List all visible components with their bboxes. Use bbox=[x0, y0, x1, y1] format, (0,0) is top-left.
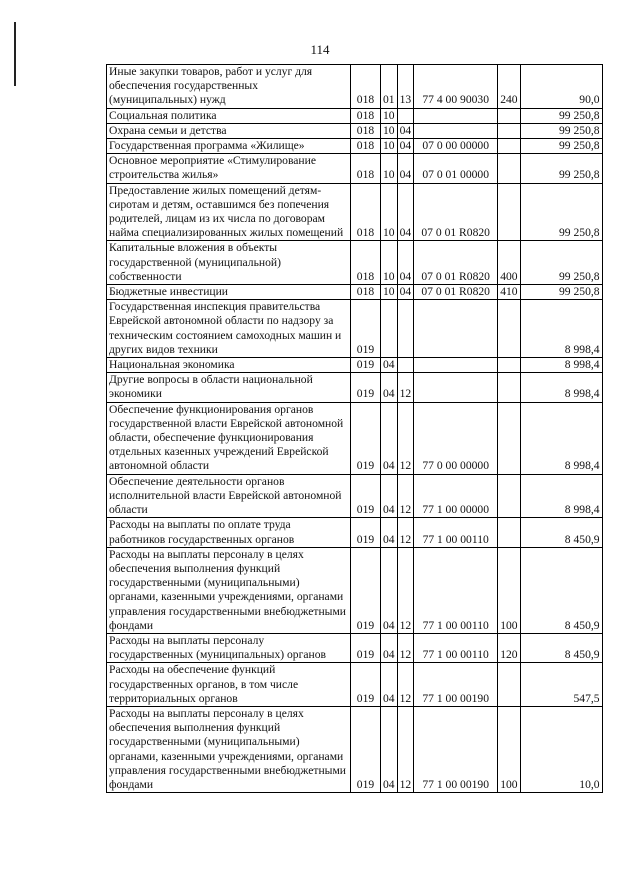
expense-type-code bbox=[498, 154, 520, 183]
table-row bbox=[107, 123, 603, 138]
program-code: 77 4 00 90030 bbox=[414, 65, 498, 109]
program-code: 77 1 00 00190 bbox=[414, 663, 498, 707]
subsection-code: 12 bbox=[397, 547, 414, 633]
ministry-code: 018 bbox=[351, 154, 381, 183]
expense-type-code bbox=[498, 663, 520, 707]
section-code: 04 bbox=[381, 633, 398, 662]
budget-table bbox=[106, 64, 603, 793]
section-code: 10 bbox=[381, 139, 398, 154]
ministry-code: 018 bbox=[351, 65, 381, 109]
program-code bbox=[414, 123, 498, 138]
table-row bbox=[107, 285, 603, 300]
row-amount: 90,0 bbox=[520, 65, 602, 109]
ministry-code: 018 bbox=[351, 108, 381, 123]
program-code: 77 1 00 00110 bbox=[414, 633, 498, 662]
row-name: Охрана семьи и детства bbox=[107, 123, 351, 138]
program-code bbox=[414, 108, 498, 123]
table-row bbox=[107, 183, 603, 241]
table-row bbox=[107, 358, 603, 373]
row-amount: 99 250,8 bbox=[520, 183, 602, 241]
expense-type-code: 400 bbox=[498, 241, 520, 285]
table-row bbox=[107, 518, 603, 547]
section-code: 04 bbox=[381, 373, 398, 402]
subsection-code bbox=[397, 300, 414, 358]
section-code: 04 bbox=[381, 474, 398, 518]
program-code bbox=[414, 300, 498, 358]
row-name: Государственная инспекция правительства Еврейской автономной области по надзору за техническим состоянием самоходных машин и других видов техники bbox=[107, 300, 351, 358]
table-row bbox=[107, 663, 603, 707]
section-code: 04 bbox=[381, 358, 398, 373]
row-name: Расходы на выплаты по оплате труда работников государственных органов bbox=[107, 518, 351, 547]
expense-type-code bbox=[498, 474, 520, 518]
section-code: 10 bbox=[381, 183, 398, 241]
ministry-code: 019 bbox=[351, 474, 381, 518]
row-name: Бюджетные инвестиции bbox=[107, 285, 351, 300]
row-amount: 547,5 bbox=[520, 663, 602, 707]
section-code: 04 bbox=[381, 547, 398, 633]
expense-type-code bbox=[498, 402, 520, 474]
page-number: 114 bbox=[310, 42, 330, 57]
subsection-code: 12 bbox=[397, 474, 414, 518]
row-amount: 8 998,4 bbox=[520, 300, 602, 358]
row-name: Расходы на обеспечение функций государственных органов, в том числе территориальных органов bbox=[107, 663, 351, 707]
section-code: 10 bbox=[381, 154, 398, 183]
section-code: 04 bbox=[381, 402, 398, 474]
section-code: 10 bbox=[381, 108, 398, 123]
expense-type-code bbox=[498, 300, 520, 358]
expense-type-code: 100 bbox=[498, 706, 520, 792]
row-name: Расходы на выплаты персоналу в целях обеспечения выполнения функций государственными (муниципальными) органами, казенными учреждениями, органами управления государственными внебюджетными фондами bbox=[107, 706, 351, 792]
ministry-code: 019 bbox=[351, 518, 381, 547]
expense-type-code bbox=[498, 139, 520, 154]
ministry-code: 019 bbox=[351, 663, 381, 707]
table-row bbox=[107, 108, 603, 123]
table-row bbox=[107, 65, 603, 109]
row-amount: 8 450,9 bbox=[520, 518, 602, 547]
section-code: 04 bbox=[381, 663, 398, 707]
table-row bbox=[107, 547, 603, 633]
program-code bbox=[414, 373, 498, 402]
program-code: 77 1 00 00000 bbox=[414, 474, 498, 518]
subsection-code: 12 bbox=[397, 633, 414, 662]
row-amount: 99 250,8 bbox=[520, 241, 602, 285]
program-code: 07 0 00 00000 bbox=[414, 139, 498, 154]
program-code: 77 1 00 00190 bbox=[414, 706, 498, 792]
row-name: Основное мероприятие «Стимулирование строительства жилья» bbox=[107, 154, 351, 183]
expense-type-code: 100 bbox=[498, 547, 520, 633]
ministry-code: 019 bbox=[351, 547, 381, 633]
ministry-code: 019 bbox=[351, 373, 381, 402]
row-name: Обеспечение функционирования органов государственной власти Еврейской автономной области, обеспечение функционирования отдельных казенных учреждений Еврейской автономной области bbox=[107, 402, 351, 474]
section-code: 04 bbox=[381, 706, 398, 792]
row-name: Предоставление жилых помещений детям-сиротам и детям, оставшимся без попечения родителей, лицам из их числа по договорам найма специализированных жилых помещений bbox=[107, 183, 351, 241]
program-code bbox=[414, 358, 498, 373]
row-amount: 99 250,8 bbox=[520, 108, 602, 123]
program-code: 07 0 01 R0820 bbox=[414, 285, 498, 300]
row-name: Капитальные вложения в объекты государственной (муниципальной) собственности bbox=[107, 241, 351, 285]
subsection-code: 13 bbox=[397, 65, 414, 109]
row-amount: 10,0 bbox=[520, 706, 602, 792]
subsection-code bbox=[397, 108, 414, 123]
program-code: 77 1 00 00110 bbox=[414, 518, 498, 547]
table-row bbox=[107, 154, 603, 183]
row-amount: 8 998,4 bbox=[520, 358, 602, 373]
expense-type-code: 410 bbox=[498, 285, 520, 300]
expense-type-code: 240 bbox=[498, 65, 520, 109]
expense-type-code bbox=[498, 183, 520, 241]
section-code: 04 bbox=[381, 518, 398, 547]
subsection-code: 04 bbox=[397, 154, 414, 183]
expense-type-code bbox=[498, 358, 520, 373]
section-code: 10 bbox=[381, 123, 398, 138]
subsection-code: 04 bbox=[397, 123, 414, 138]
row-amount: 99 250,8 bbox=[520, 139, 602, 154]
row-amount: 8 998,4 bbox=[520, 474, 602, 518]
table-row bbox=[107, 402, 603, 474]
program-code: 07 0 01 R0820 bbox=[414, 183, 498, 241]
section-code: 10 bbox=[381, 241, 398, 285]
table-row bbox=[107, 241, 603, 285]
table-row bbox=[107, 139, 603, 154]
ministry-code: 019 bbox=[351, 300, 381, 358]
section-code bbox=[381, 300, 398, 358]
program-code: 07 0 01 00000 bbox=[414, 154, 498, 183]
row-name: Расходы на выплаты персоналу государственных (муниципальных) органов bbox=[107, 633, 351, 662]
table-row bbox=[107, 633, 603, 662]
expense-type-code bbox=[498, 108, 520, 123]
ministry-code: 019 bbox=[351, 402, 381, 474]
row-name: Государственная программа «Жилище» bbox=[107, 139, 351, 154]
expense-type-code bbox=[498, 373, 520, 402]
section-code: 01 bbox=[381, 65, 398, 109]
row-amount: 8 998,4 bbox=[520, 373, 602, 402]
program-code: 77 1 00 00110 bbox=[414, 547, 498, 633]
row-amount: 8 998,4 bbox=[520, 402, 602, 474]
row-name: Расходы на выплаты персоналу в целях обеспечения выполнения функций государственными (муниципальными) органами, казенными учреждениями, органами управления государственными внебюджетными фондами bbox=[107, 547, 351, 633]
subsection-code: 04 bbox=[397, 139, 414, 154]
program-code: 07 0 01 R0820 bbox=[414, 241, 498, 285]
expense-type-code bbox=[498, 518, 520, 547]
row-name: Другие вопросы в области национальной экономики bbox=[107, 373, 351, 402]
subsection-code: 04 bbox=[397, 285, 414, 300]
subsection-code: 04 bbox=[397, 241, 414, 285]
table-row bbox=[107, 300, 603, 358]
subsection-code: 12 bbox=[397, 663, 414, 707]
ministry-code: 019 bbox=[351, 633, 381, 662]
table-row bbox=[107, 474, 603, 518]
subsection-code bbox=[397, 358, 414, 373]
row-amount: 99 250,8 bbox=[520, 123, 602, 138]
subsection-code: 12 bbox=[397, 373, 414, 402]
row-amount: 8 450,9 bbox=[520, 633, 602, 662]
ministry-code: 019 bbox=[351, 358, 381, 373]
row-name: Обеспечение деятельности органов исполнительной власти Еврейской автономной области bbox=[107, 474, 351, 518]
expense-type-code bbox=[498, 123, 520, 138]
table-row bbox=[107, 706, 603, 792]
row-name: Национальная экономика bbox=[107, 358, 351, 373]
row-name: Социальная политика bbox=[107, 108, 351, 123]
row-amount: 8 450,9 bbox=[520, 547, 602, 633]
row-name: Иные закупки товаров, работ и услуг для обеспечения государственных (муниципальных) нужд bbox=[107, 65, 351, 109]
ministry-code: 018 bbox=[351, 183, 381, 241]
subsection-code: 12 bbox=[397, 706, 414, 792]
row-amount: 99 250,8 bbox=[520, 285, 602, 300]
subsection-code: 12 bbox=[397, 518, 414, 547]
table-row bbox=[107, 373, 603, 402]
ministry-code: 018 bbox=[351, 123, 381, 138]
ministry-code: 018 bbox=[351, 241, 381, 285]
expense-type-code: 120 bbox=[498, 633, 520, 662]
subsection-code: 12 bbox=[397, 402, 414, 474]
program-code: 77 0 00 00000 bbox=[414, 402, 498, 474]
subsection-code: 04 bbox=[397, 183, 414, 241]
ministry-code: 018 bbox=[351, 139, 381, 154]
row-amount: 99 250,8 bbox=[520, 154, 602, 183]
section-code: 10 bbox=[381, 285, 398, 300]
ministry-code: 018 bbox=[351, 285, 381, 300]
ministry-code: 019 bbox=[351, 706, 381, 792]
